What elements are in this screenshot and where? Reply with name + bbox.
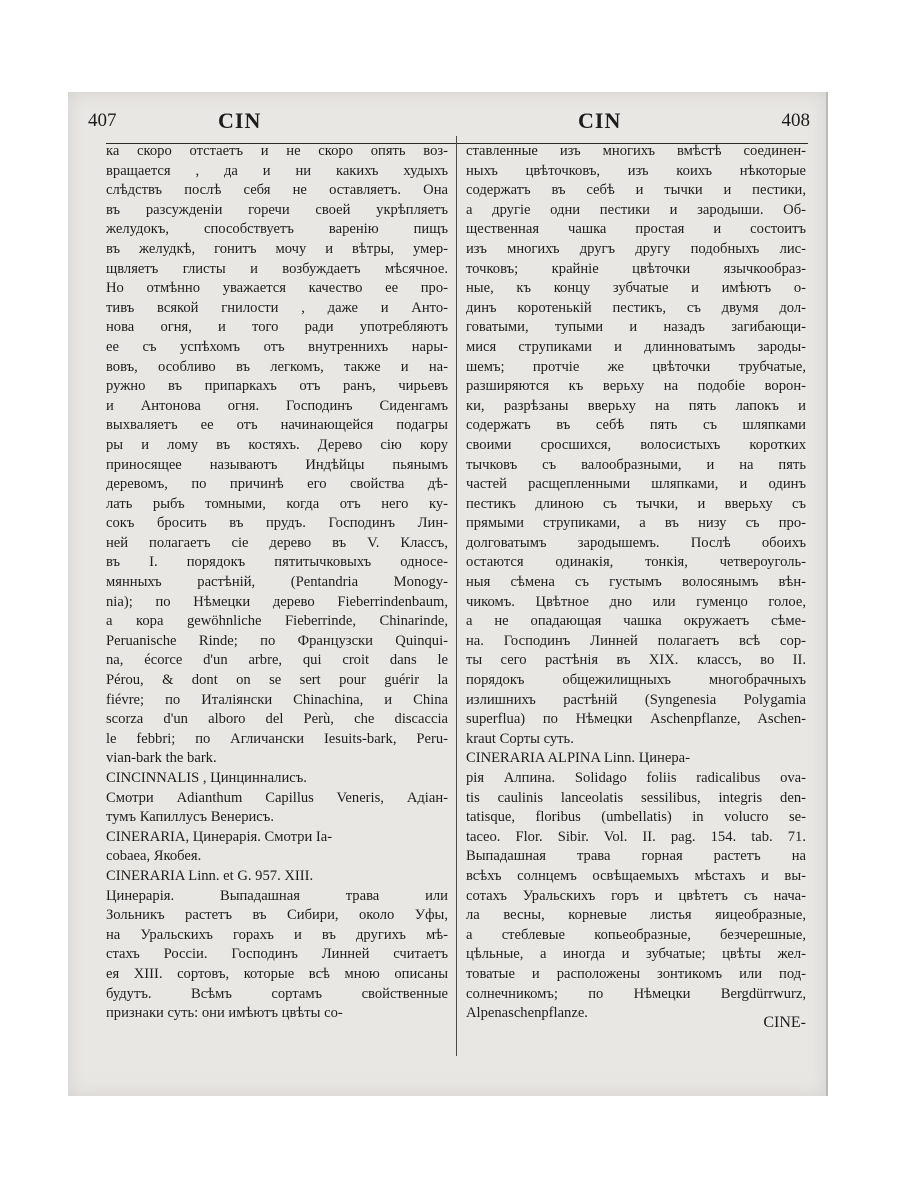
text-line: на. Господинъ Линней полагаетъ всѣ сор- (466, 632, 806, 649)
text-line: vian-bark the bark. (106, 750, 217, 767)
text-line: частей расщепленными шляпками, и одинъ (466, 476, 806, 493)
text-line: сокъ бросить въ прудъ. Господинъ Лин- (106, 515, 448, 532)
scanned-page (68, 92, 828, 1096)
text-line: и Антонова огня. Господинъ Сиденгамъ (106, 397, 448, 414)
text-line: лать рыбъ томными, когда отъ него ку- (106, 495, 448, 512)
text-line: Alpenaschenpflanze. (466, 1005, 588, 1022)
text-line: Смотри Adianthum Capillus Veneris, Адiан- (106, 789, 448, 806)
text-line: ты сего растѣнiя въ XIX. классъ, во II. (466, 652, 806, 669)
text-line: а другiе одни пестики и зародыши. Об- (466, 201, 806, 218)
text-line: долговатымъ зародышемъ. Послѣ обоихъ (466, 534, 806, 551)
text-line: fiévre; по Италiянски Chinachina, и China (106, 691, 448, 708)
text-line: на Уральскихъ горахъ и въ другихъ мѣ- (106, 926, 448, 943)
text-line: ней полагаетъ сiе дерево въ V. Классъ, (106, 534, 448, 551)
text-line: цѣльные, а иногда и зубчатые; цвѣты жел- (466, 946, 806, 963)
text-line: ея XIII. сортовъ, которые всѣ мною описаны (106, 965, 448, 982)
text-line: CINCINNALIS , Цинцинналисъ. (106, 770, 307, 786)
text-line: ные, къ концу зубчатые и имѣютъ о- (466, 280, 806, 297)
text-line: будутъ. Всѣмъ сортамъ свойственные (106, 985, 448, 1002)
text-line: чикомъ. Цвѣтное дно или гуменцо голое, (466, 593, 806, 610)
text-line: Цинерарiя. Выпадашная трава или (106, 887, 448, 904)
text-line: мянныхъ растѣнiй, (Pentandria Monogy- (106, 574, 448, 591)
text-line: cobaea, Якобея. (106, 848, 202, 865)
text-line: а не опадающая чашка окружаетъ сѣме- (466, 613, 806, 630)
running-head-left: CIN (218, 108, 262, 133)
text-line: сотахъ Уральскихъ горъ и цвѣтетъ съ нача- (466, 887, 806, 904)
text-line: деревомъ, по причинѣ его свойства дѣ- (106, 476, 448, 493)
text-line: Pérou, & dont on se sert pour guérir la (106, 672, 448, 689)
text-line: щвляетъ глисты и возбуждаетъ мѣсячное. (106, 260, 448, 277)
text-line: содержатъ въ себѣ пять съ шляпками (466, 417, 806, 434)
text-line: superflua) по Нѣмецки Aschenpflanze, Aschen- (466, 711, 806, 728)
text-line: а кора gewöhnliche Fieberrinde, Chinarinde, (106, 613, 448, 630)
text-line: точковъ; крайнiе цвѣточки язычкообраз- (466, 260, 806, 277)
text-line: Peruanische Rinde; по Французски Quinqui- (106, 632, 448, 649)
right-column (466, 142, 806, 1024)
text-line: ее съ успѣхомъ отъ внутреннихъ нары- (106, 338, 448, 355)
text-line: taceo. Flor. Sibir. Vol. II. pag. 154. tab. 71. (466, 828, 806, 845)
text-line: а стеблевые копьеобразные, безчерешные, (466, 926, 806, 943)
text-line: въ разсужденiи горечи своей укрѣпляетъ (106, 201, 448, 218)
text-line: CINERARIA ALPINA Linn. Цинера- (466, 750, 690, 767)
text-line: Но отмѣнно уважается качество ее про- (106, 280, 448, 297)
text-line: CINERARIA, Цинерарiя. Смотри Ia- (106, 828, 333, 845)
text-line: рiя Алпина. Solidago foliis radicalibus ova- (466, 770, 806, 786)
text-line: na, écorce d'un arbre, qui croit dans le (106, 652, 448, 669)
text-line: приносящее называютъ Индѣйцы пьянымъ (106, 456, 448, 473)
page-number-right: 408 (781, 110, 810, 131)
text-line: Зольникъ растетъ въ Сибири, около Уфы, (106, 907, 448, 924)
text-line: scorza d'un alboro del Perù, che discaccia (106, 711, 448, 728)
text-line: мися струпиками и длинноватымъ зароды- (466, 338, 806, 355)
text-line: ла весны, корневые листья яицеобразные, (466, 907, 806, 924)
text-line: нова огня, и того ради употребляютъ (106, 319, 448, 336)
text-line: ры и лому въ костяхъ. Дерево сiю кору (106, 436, 448, 453)
text-line: tatisque, floribus (umbellatis) in volucro se- (466, 809, 806, 826)
text-line: порядокъ общежилищныхъ многобрачныхъ (466, 672, 806, 689)
text-line: ружно въ припаркахъ отъ ранъ, чирьевъ (106, 378, 448, 395)
text-line: желудокъ, способствуетъ варенiю пищъ (106, 221, 448, 238)
text-line: тумъ Капиллусъ Венерисъ. (106, 809, 274, 826)
text-line: CINERARIA Linn. et G. 957. XIII. (106, 867, 314, 884)
text-line: излишнихъ растѣнiй (Syngenesia Polygamia (466, 691, 806, 708)
text-line: въ желудкѣ, гонитъ мочу и вѣтры, умер- (106, 240, 448, 257)
catchword: CINE- (763, 1014, 806, 1031)
text-line: le febbri; по Агличански Iesuits-bark, Peru- (106, 730, 448, 747)
text-line: вращается , да и ни какихъ худыхъ (106, 162, 448, 179)
text-line: щественная чашка простая и состоитъ (466, 221, 806, 238)
text-line: стахъ Россiи. Господинъ Линней считаетъ (106, 946, 448, 963)
text-line: kraut Сорты суть. (466, 730, 574, 747)
column-divider (456, 136, 457, 1056)
text-line: говатыми, тупыми и назадъ загибающи- (466, 319, 806, 336)
text-line: ки, разрѣзаны вверьху на пять лапокъ и (466, 397, 806, 414)
text-line: tis caulinis lanceolatis sessilibus, integris den- (466, 789, 806, 806)
text-line: тычковъ съ валообразными, и на пять (466, 456, 806, 473)
text-line: ныхъ цвѣточковъ, изъ коихъ нѣкоторые (466, 162, 806, 179)
text-line: вовъ, особливо въ легкомъ, также и на- (106, 358, 448, 375)
text-line: прямыми струпиками, а въ низу съ про- (466, 515, 806, 532)
text-line: шемъ; протчiе же цвѣточки трубчатые, (466, 358, 806, 375)
text-line: Выпадашная трава горная растетъ на (466, 848, 806, 865)
text-line: выхваляетъ ее отъ начинающейся подагры (106, 417, 448, 434)
text-line: тивъ всякой гнилости , даже и Анто- (106, 299, 448, 316)
text-line: содержатъ въ себѣ и тычки и пестики, (466, 182, 806, 199)
text-line: слѣдствъ послѣ себя не оставляетъ. Она (106, 182, 448, 199)
text-line: въ I. порядокъ пятитычковыхъ односе- (106, 554, 448, 571)
text-line: товатые и расположены зонтикомъ или под- (466, 965, 806, 982)
page-number-left: 407 (88, 110, 117, 131)
text-line: изъ многихъ другъ другу подобныхъ лис- (466, 240, 806, 257)
text-line: всѣхъ солнцемъ освѣщаемыхъ мѣстахъ и вы- (466, 867, 806, 884)
text-line: nia); по Нѣмецки дерево Fieberrindenbaum, (106, 593, 448, 610)
text-line: ныя сѣмена съ густымъ волосянымъ вѣн- (466, 574, 806, 591)
text-line: остаются одинакiя, тонкiя, четвероуголь- (466, 554, 806, 571)
text-line: ставленные изъ многихъ вмѣстѣ соединен- (466, 143, 806, 159)
text-line: динъ коротенькiй пестикъ, съ двумя дол- (466, 299, 806, 316)
running-head-right: CIN (578, 108, 622, 133)
text-line: признаки суть: они имѣютъ цвѣты со- (106, 1005, 343, 1022)
text-line: разширяются къ верьху на подобiе ворон- (466, 378, 806, 395)
text-line: ка скоро отстаетъ и не скоро опять воз- (106, 143, 448, 159)
text-line: пестикъ длиною съ тычки, и вверьху съ (466, 495, 806, 512)
page-header (68, 110, 826, 140)
text-line: солнечникомъ; по Нѣмецки Bergdürrwurz, (466, 985, 806, 1002)
left-column (106, 142, 448, 1024)
text-line: своими сросшихся, волосистыхъ коротких (466, 436, 806, 453)
